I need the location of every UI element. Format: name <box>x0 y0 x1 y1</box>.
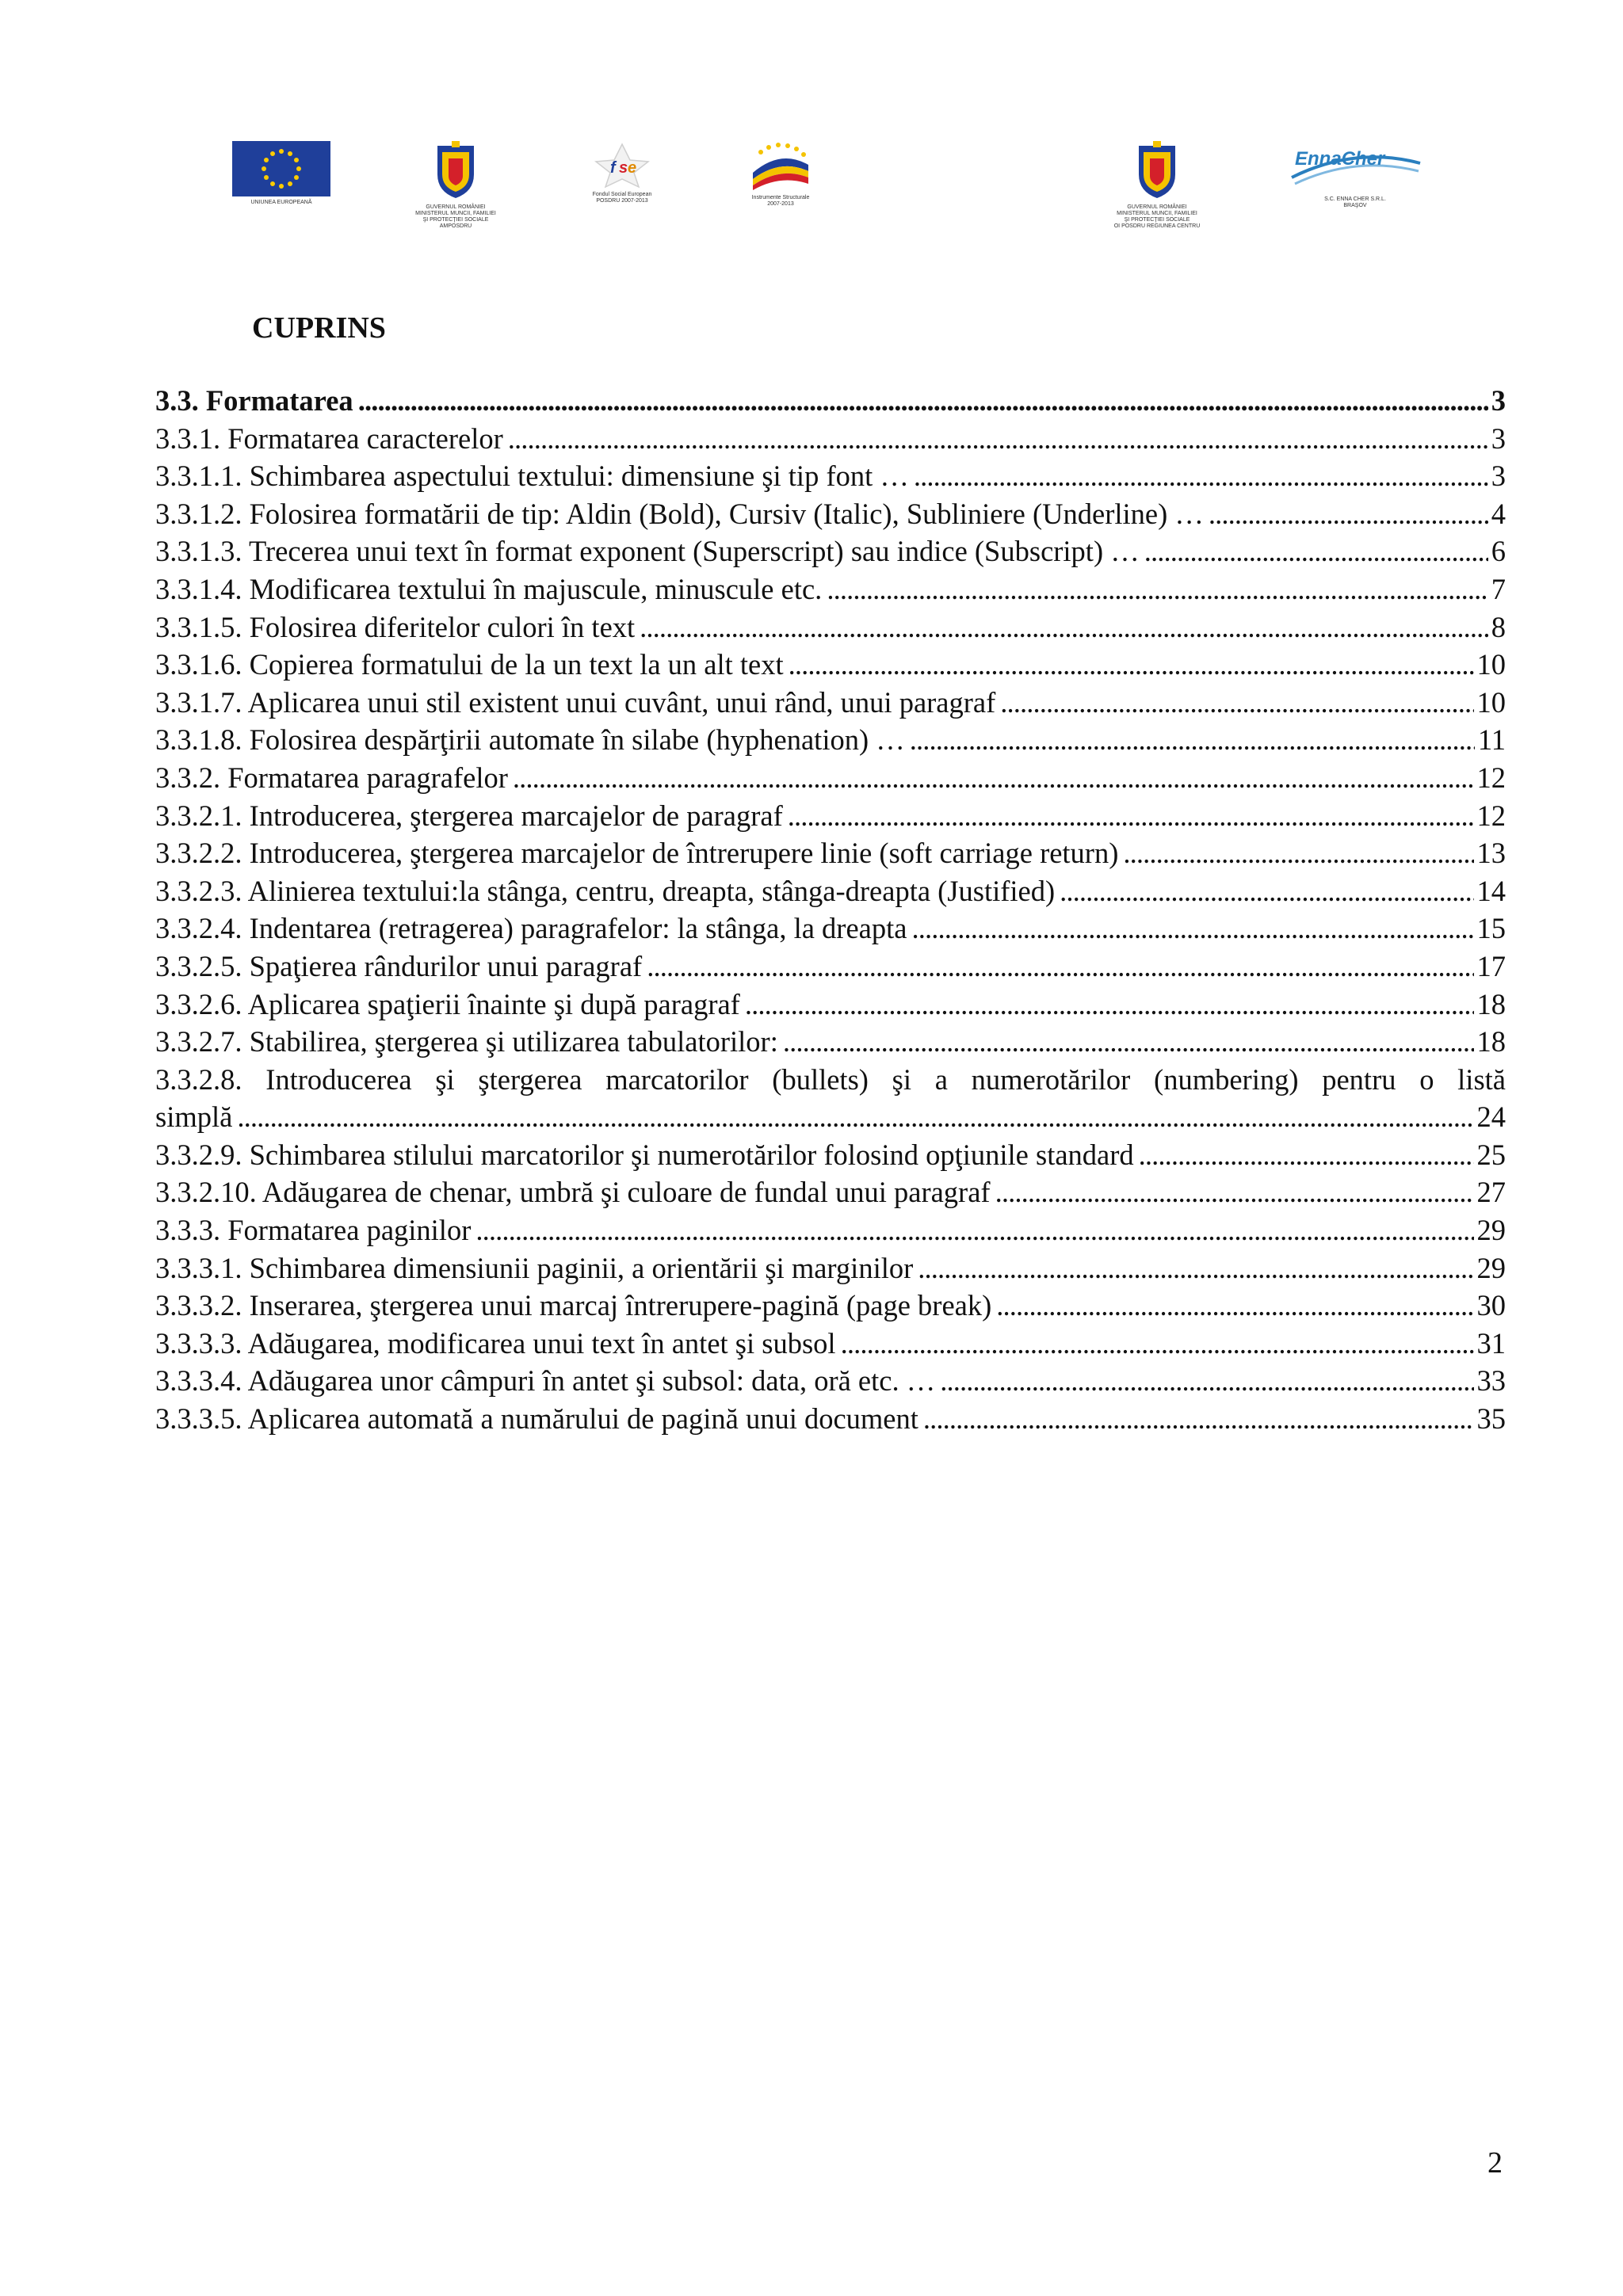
logo-caption: GUVERNUL ROMÂNIEI MINISTERUL MUNCII, FAMILIEI ŞI PROTECŢIEI SOCIALE OI POSDRU REGIUNEA CENTRU <box>1113 204 1201 229</box>
toc-dot-leader <box>508 421 1488 456</box>
toc-entry[interactable] <box>155 874 1506 912</box>
toc-entry-page: 3 <box>1491 421 1506 455</box>
toc-entry-title: 3.3.1.6. Copierea formatului de la un text la un alt text <box>155 648 784 681</box>
toc-dot-leader <box>1123 836 1473 870</box>
toc-entry-page: 33 <box>1476 1364 1506 1398</box>
toc-dot-leader <box>827 572 1487 606</box>
toc-dot-leader <box>789 647 1474 681</box>
toc-entry-title: 3.3.1.3. Trecerea unui text în format exponent (Superscript) sau indice (Subscript) … <box>155 535 1140 568</box>
toc-entry-title: 3.3.1.2. Folosirea formatării de tip: Aldin (Bold), Cursiv (Italic), Subliniere (Underline) … <box>155 497 1204 530</box>
toc-entry-title: 3.3.1.8. Folosirea despărţirii automate în silabe (hyphenation) … <box>155 723 905 757</box>
toc-entry[interactable] <box>155 572 1506 610</box>
toc-entry-title: 3.3.3.5. Aplicarea automată a numărului de pagină unui document <box>155 1402 918 1436</box>
toc-dot-leader <box>358 383 1488 418</box>
toc-dot-leader <box>923 1402 1474 1436</box>
toc-entry-title: 3.3.2.3. Alinierea textului:la stânga, centru, dreapta, stânga-dreapta (Justified) <box>155 874 1056 907</box>
toc-entry-title: 3.3.2.5. Spaţierea rândurilor unui paragraf <box>155 949 643 982</box>
svg-text:s: s <box>619 159 628 177</box>
toc-entry-page: 24 <box>1476 1100 1506 1134</box>
eu-flag-icon <box>232 141 330 196</box>
svg-text:e: e <box>628 159 637 177</box>
logo-caption: Fondul Social European POSDRU 2007-2013 <box>592 192 652 204</box>
toc-dot-leader <box>841 1326 1474 1360</box>
toc-entry-title: 3.3.2.10. Adăugarea de chenar, umbră şi culoare de fundal unui paragraf <box>155 1176 991 1209</box>
toc-dot-leader <box>918 1251 1473 1285</box>
toc-dot-leader <box>1000 685 1473 719</box>
logo-fse <box>563 141 682 204</box>
toc-entry[interactable] <box>155 1100 1506 1138</box>
toc-dot-leader <box>1139 1138 1474 1172</box>
toc-entry-line[interactable]: 3.3.2.8. Introducerea şi ştergerea marcatorilor (bullets) şi a numerotărilor (numbering) pentru o listă <box>155 1062 1506 1096</box>
romania-coat-of-arms-icon <box>1132 141 1182 201</box>
toc-entry-title: 3.3.2.9. Schimbarea stilului marcatorilor şi numerotărilor folosind opţiunile standard <box>155 1138 1134 1171</box>
toc-entry-page: 10 <box>1476 648 1506 681</box>
ennacher-logo-icon <box>1284 141 1426 193</box>
toc-entry-page: 12 <box>1476 761 1506 794</box>
logo-oi-posdru <box>1086 141 1228 230</box>
toc-entry[interactable] <box>155 1288 1506 1326</box>
toc-entry[interactable] <box>155 761 1506 799</box>
toc-entry-title: 3.3. Formatarea <box>155 384 353 417</box>
toc-entry-page: 29 <box>1476 1214 1506 1247</box>
toc-entry-page: 13 <box>1476 837 1506 870</box>
logo-ennacher <box>1276 141 1434 209</box>
toc-dot-leader <box>995 1175 1474 1209</box>
logo-caption: GUVERNUL ROMÂNIEI MINISTERUL MUNCII, FAMILIEI ŞI PROTECŢIEI SOCIALE AMPOSDRU <box>415 204 496 229</box>
toc-entry-page: 12 <box>1476 799 1506 832</box>
toc-dot-leader <box>788 799 1474 833</box>
toc-entry[interactable] <box>155 987 1506 1025</box>
structural-instruments-icon <box>745 141 816 192</box>
toc-entry-title: 3.3.1.5. Folosirea diferitelor culori în text <box>155 610 636 643</box>
toc-entry-page: 10 <box>1476 685 1506 719</box>
logo-caption: S.C. ENNA CHER S.R.L. BRAŞOV <box>1324 196 1386 208</box>
toc-entry-title: 3.3.1. Formatarea caracterelor <box>155 421 503 455</box>
toc-entry[interactable] <box>155 1138 1506 1176</box>
toc-entry[interactable] <box>155 383 1506 421</box>
toc-dot-leader <box>914 459 1488 493</box>
toc-entry-page: 27 <box>1476 1176 1506 1209</box>
toc-entry-page: 14 <box>1476 874 1506 907</box>
toc-entry[interactable] <box>155 949 1506 987</box>
toc-entry-title: 3.3.2.7. Stabilirea, ştergerea şi utilizarea tabulatorilor: <box>155 1025 778 1058</box>
toc-entry-page: 31 <box>1476 1326 1506 1360</box>
header-logos <box>230 141 1450 260</box>
logo-caption: UNIUNEA EUROPEANĂ <box>250 200 312 205</box>
toc-dot-leader <box>513 761 1474 795</box>
toc-dot-leader <box>940 1363 1473 1398</box>
toc-entry-page: 4 <box>1491 497 1506 530</box>
page-number: 2 <box>1487 2146 1503 2180</box>
toc-entry-page: 7 <box>1491 572 1506 605</box>
toc-entry-page: 3 <box>1491 460 1506 493</box>
toc-entry[interactable] <box>155 1175 1506 1213</box>
toc-entry[interactable] <box>155 1363 1506 1402</box>
toc-dot-leader <box>1209 497 1488 531</box>
toc-dot-leader <box>475 1213 1473 1247</box>
toc-entry-page: 8 <box>1491 610 1506 643</box>
toc-entry-title: 3.3.2.1. Introducerea, ştergerea marcajelor de paragraf <box>155 799 783 832</box>
logo-guvern <box>388 141 523 230</box>
toc-entry[interactable] <box>155 459 1506 497</box>
toc-entry-title: 3.3.1.7. Aplicarea unui stil existent unui cuvânt, unui rând, unui paragraf <box>155 685 996 719</box>
toc-dot-leader <box>640 610 1488 644</box>
svg-text:f: f <box>610 159 616 177</box>
toc-entry[interactable] <box>155 723 1506 761</box>
toc-entry-title: 3.3.2.6. Aplicarea spaţierii înainte şi după paragraf <box>155 987 740 1020</box>
toc-dot-leader <box>911 911 1473 945</box>
toc-entry-page: 18 <box>1476 1025 1506 1058</box>
toc-entry[interactable] <box>155 1326 1506 1364</box>
toc-dot-leader <box>783 1024 1474 1058</box>
toc-entry-page: 29 <box>1476 1251 1506 1284</box>
toc-entry-title: 3.3.3.4. Adăugarea unor câmpuri în antet şi subsol: data, oră etc. … <box>155 1364 936 1398</box>
toc-entry-title: 3.3.2.2. Introducerea, ştergerea marcajelor de întrerupere linie (soft carriage return) <box>155 837 1119 870</box>
svg-text:EnnaCher: EnnaCher <box>1295 148 1385 170</box>
toc-entry[interactable] <box>155 497 1506 535</box>
toc-entry[interactable] <box>155 836 1506 874</box>
toc-entry[interactable] <box>155 534 1506 572</box>
toc-entry[interactable] <box>155 1024 1506 1062</box>
toc-entry-title: 3.3.3.1. Schimbarea dimensiunii paginii, a orientării şi marginilor <box>155 1251 914 1284</box>
toc-entry-title: 3.3.2.4. Indentarea (retragerea) paragrafelor: la stânga, la dreapta <box>155 912 907 945</box>
toc-entry[interactable] <box>155 1213 1506 1251</box>
toc-dot-leader <box>996 1288 1473 1322</box>
toc-entry-page: 3 <box>1491 384 1506 417</box>
toc-entry-title: 3.3.3.2. Inserarea, ştergerea unui marcaj întrerupere-pagină (page break) <box>155 1289 992 1322</box>
toc-entry-title: 3.3.1.4. Modificarea textului în majuscule, minuscule etc. <box>155 572 823 605</box>
toc-entry-page: 30 <box>1476 1289 1506 1322</box>
toc-entry-page: 11 <box>1477 723 1506 757</box>
logo-instrumente <box>721 141 840 208</box>
toc-entry[interactable] <box>155 685 1506 723</box>
toc-entry-page: 6 <box>1491 535 1506 568</box>
toc-entry-title: 3.3.1.1. Schimbarea aspectului textului: dimensiune şi tip font … <box>155 460 909 493</box>
toc-entry-title: simplă <box>155 1100 233 1134</box>
toc-entry[interactable] <box>155 799 1506 837</box>
toc-dot-leader <box>745 987 1474 1021</box>
toc-entry-page: 15 <box>1476 912 1506 945</box>
toc-dot-leader <box>910 723 1475 757</box>
logo-caption: Instrumente Structurale 2007-2013 <box>751 195 810 207</box>
page-title: CUPRINS <box>252 311 386 345</box>
toc-entry[interactable] <box>155 911 1506 949</box>
toc-entry-page: 17 <box>1476 949 1506 982</box>
toc-entry[interactable] <box>155 647 1506 685</box>
toc-entry[interactable] <box>155 421 1506 460</box>
toc-entry[interactable] <box>155 610 1506 648</box>
romania-coat-of-arms-icon <box>431 141 480 201</box>
toc-entry[interactable] <box>155 1251 1506 1289</box>
toc-dot-leader <box>1144 534 1488 568</box>
toc-entry-page: 25 <box>1476 1138 1506 1171</box>
table-of-contents <box>155 383 1506 1440</box>
fse-logo-icon <box>586 141 658 189</box>
toc-entry-title: 3.3.3. Formatarea paginilor <box>155 1214 472 1247</box>
toc-dot-leader <box>647 949 1473 983</box>
toc-entry-page: 35 <box>1476 1402 1506 1436</box>
toc-entry-title: 3.3.3.3. Adăugarea, modificarea unui text în antet şi subsol <box>155 1326 836 1360</box>
toc-entry-page: 18 <box>1476 987 1506 1020</box>
toc-dot-leader <box>1060 874 1473 908</box>
logo-eu <box>230 141 333 206</box>
toc-dot-leader <box>237 1100 1473 1134</box>
toc-entry[interactable] <box>155 1402 1506 1440</box>
toc-entry-title: 3.3.2. Formatarea paragrafelor <box>155 761 508 794</box>
